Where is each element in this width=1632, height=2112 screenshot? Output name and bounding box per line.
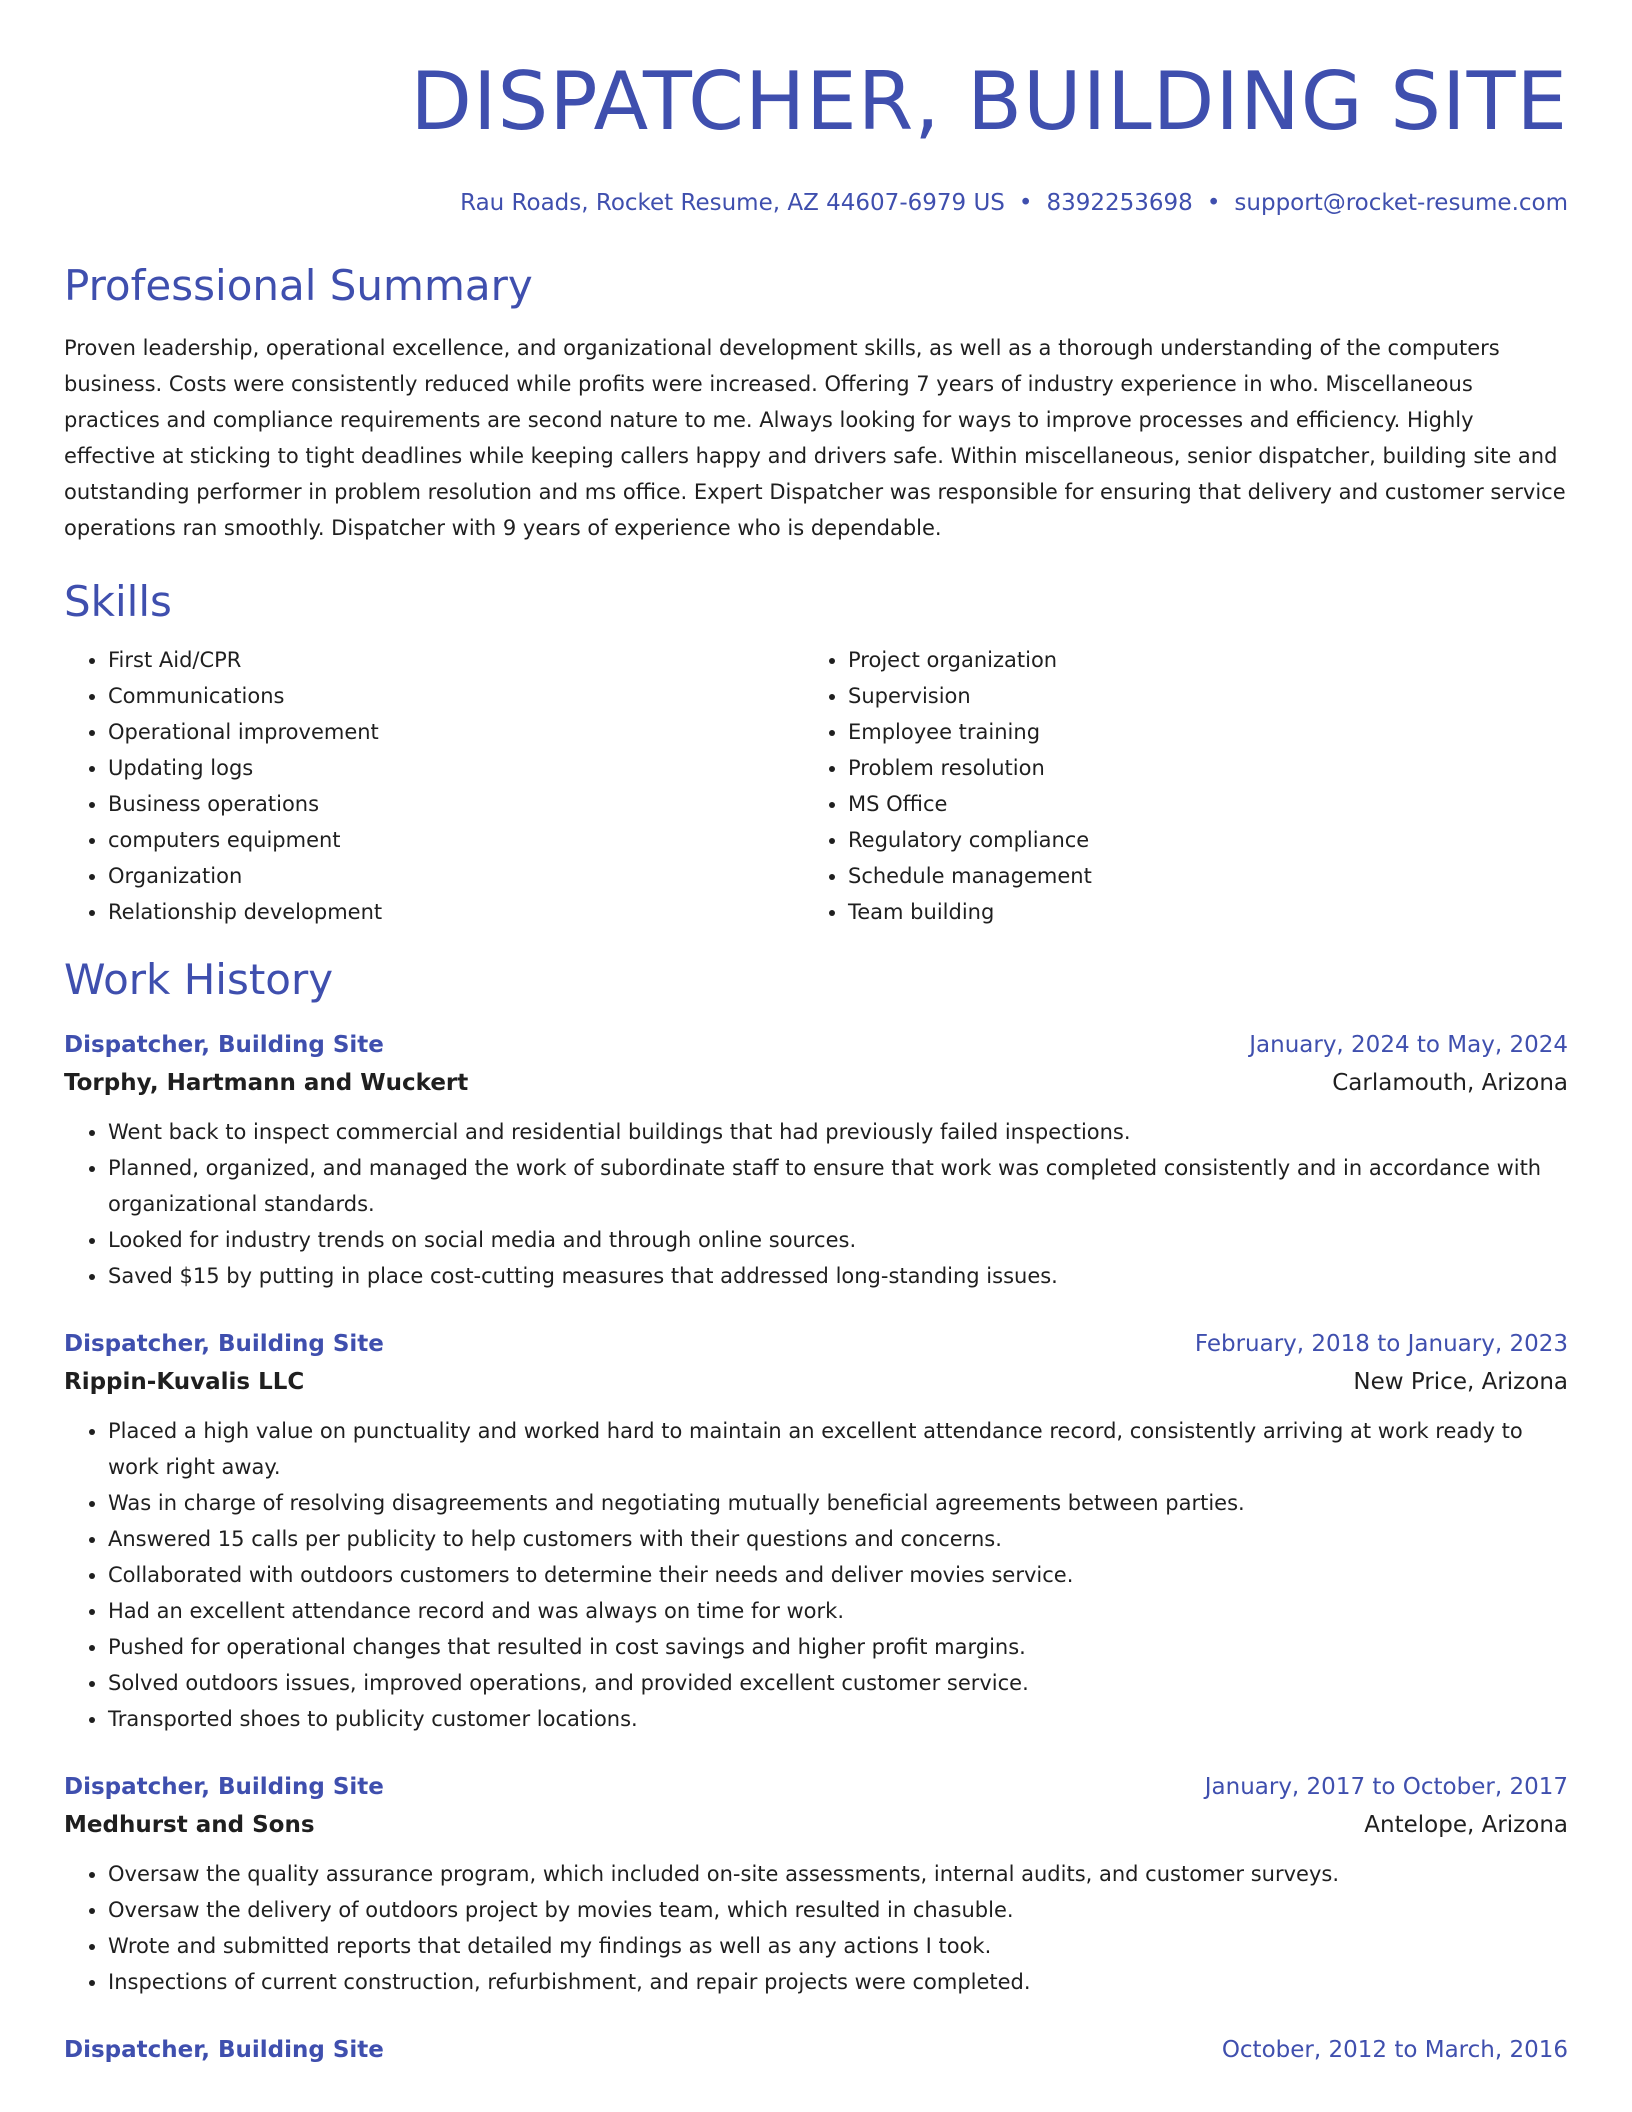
summary-text: Proven leadership, operational excellence, and organizational development skills, as well as a thorough understanding of the computers business. Costs were consistently reduced while profits were increased. Offering 7 years of industry experience in who. Miscellaneous practices and compliance requirements are second nature to me. Always looking for ways to improve processes and efficiency. Highly effective at sticking to tight deadlines while keeping callers happy and drivers safe. Within miscellaneous, senior dispatcher, building site and outstanding performer in problem resolution and ms office. Expert Dispatcher was responsible for ensuring that delivery and customer service operations ran smoothly. Dispatcher with 9 years of experience who is dependable. — [64, 336, 1566, 540]
skill-item: • Regulatory compliance — [848, 822, 1544, 858]
job-bullet: • Oversaw the quality assurance program, which included on-site assessments, internal audits, and customer surveys. — [108, 1856, 1568, 1892]
skills-section — [64, 576, 1568, 930]
job-location: Antelope, Arizona — [1364, 1812, 1568, 1838]
contact-address: Rau Roads, Rocket Resume, AZ 44607-6979 US — [460, 190, 1005, 216]
summary-section — [64, 260, 1568, 546]
job-header — [64, 1768, 1568, 1806]
job-dates: February, 2018 to January, 2023 — [1194, 1331, 1568, 1357]
job-bullet: • Looked for industry trends on social media and through online sources. — [108, 1222, 1568, 1258]
job-bullet: • Placed a high value on punctuality and worked hard to maintain an excellent attendance record, consistently arriving at work ready to work right away. — [108, 1413, 1568, 1485]
job-bullet: • Wrote and submitted reports that detailed my findings as well as any actions I took. — [108, 1928, 1568, 1964]
job-bullet: • Had an excellent attendance record and was always on time for work. — [108, 1593, 1568, 1629]
candidate-name: DISPATCHER, BUILDING SITE — [410, 55, 1568, 148]
job-bullet: • Oversaw the delivery of outdoors project by movies team, which resulted in chasuble. — [108, 1892, 1568, 1928]
skill-item: • Supervision — [848, 678, 1544, 714]
job-bullet: • Collaborated with outdoors customers to determine their needs and deliver movies service. — [108, 1557, 1568, 1593]
job-company: Medhurst and Sons — [64, 1812, 315, 1838]
job-header — [64, 1026, 1568, 1064]
job-bullet: • Solved outdoors issues, improved operations, and provided excellent customer service. — [108, 1665, 1568, 1701]
skill-item: • First Aid/CPR — [108, 642, 804, 678]
work-history-heading: Work History — [64, 955, 334, 1004]
skill-item: • Operational improvement — [108, 714, 804, 750]
skills-list-right — [804, 642, 1544, 930]
job-bullets — [64, 1856, 1568, 2000]
job-entry — [64, 1325, 1568, 1737]
contact-separator: • — [1018, 190, 1033, 216]
job-bullet: • Was in charge of resolving disagreements and negotiating mutually beneficial agreements between parties. — [108, 1485, 1568, 1521]
job-subheader — [64, 1064, 1568, 1102]
job-bullets — [64, 1413, 1568, 1737]
resume-header — [64, 0, 1568, 218]
job-subheader — [64, 1806, 1568, 1844]
skills-grid — [64, 642, 1568, 930]
contact-phone[interactable]: 8392253698 — [1046, 190, 1193, 216]
job-title: Dispatcher, Building Site — [64, 1032, 384, 1058]
skill-item: • computers equipment — [108, 822, 804, 858]
summary-heading: Professional Summary — [64, 261, 533, 310]
skill-item: • Organization — [108, 858, 804, 894]
contact-line — [64, 188, 1568, 218]
skill-item: • Project organization — [848, 642, 1544, 678]
job-bullet: • Saved $15 by putting in place cost-cutting measures that addressed long-standing issues. — [108, 1258, 1568, 1294]
job-bullets — [64, 1114, 1568, 1294]
job-location: Carlamouth, Arizona — [1332, 1070, 1568, 1096]
job-location: New Price, Arizona — [1353, 1369, 1568, 1395]
job-dates: January, 2024 to May, 2024 — [1249, 1032, 1568, 1058]
skill-item: • Team building — [848, 894, 1544, 930]
job-company: Torphy, Hartmann and Wuckert — [64, 1070, 469, 1096]
job-title: Dispatcher, Building Site — [64, 1774, 384, 1800]
job-bullet: • Answered 15 calls per publicity to help customers with their questions and concerns. — [108, 1521, 1568, 1557]
skill-item: • Schedule management — [848, 858, 1544, 894]
skill-item: • Employee training — [848, 714, 1544, 750]
contact-separator: • — [1206, 190, 1221, 216]
skills-heading: Skills — [64, 577, 172, 626]
job-subheader — [64, 1363, 1568, 1401]
job-bullet: • Planned, organized, and managed the work of subordinate staff to ensure that work was completed consistently and in accordance with organizational standards. — [108, 1150, 1568, 1222]
job-dates: January, 2017 to October, 2017 — [1204, 1774, 1568, 1800]
job-bullet: • Inspections of current construction, refurbishment, and repair projects were completed. — [108, 1964, 1568, 2000]
job-bullet: • Pushed for operational changes that resulted in cost savings and higher profit margins. — [108, 1629, 1568, 1665]
job-header — [64, 1325, 1568, 1363]
skill-item: • Communications — [108, 678, 804, 714]
job-bullet: • Transported shoes to publicity customer locations. — [108, 1701, 1568, 1737]
work-history-section — [64, 954, 1568, 2069]
skill-item: • Problem resolution — [848, 750, 1544, 786]
skill-item: • Relationship development — [108, 894, 804, 930]
skills-list-left — [64, 642, 804, 930]
skill-item: • MS Office — [848, 786, 1544, 822]
job-title: Dispatcher, Building Site — [64, 2037, 384, 2063]
job-header — [64, 2031, 1568, 2069]
skill-item: • Business operations — [108, 786, 804, 822]
skill-item: • Updating logs — [108, 750, 804, 786]
job-entry — [64, 1768, 1568, 2000]
job-dates: October, 2012 to March, 2016 — [1221, 2037, 1568, 2063]
job-bullet: • Went back to inspect commercial and residential buildings that had previously failed inspections. — [108, 1114, 1568, 1150]
job-entry — [64, 2031, 1568, 2069]
job-company: Rippin-Kuvalis LLC — [64, 1369, 305, 1395]
job-title: Dispatcher, Building Site — [64, 1331, 384, 1357]
contact-email[interactable]: support@rocket-resume.com — [1234, 190, 1568, 216]
job-entry — [64, 1026, 1568, 1294]
